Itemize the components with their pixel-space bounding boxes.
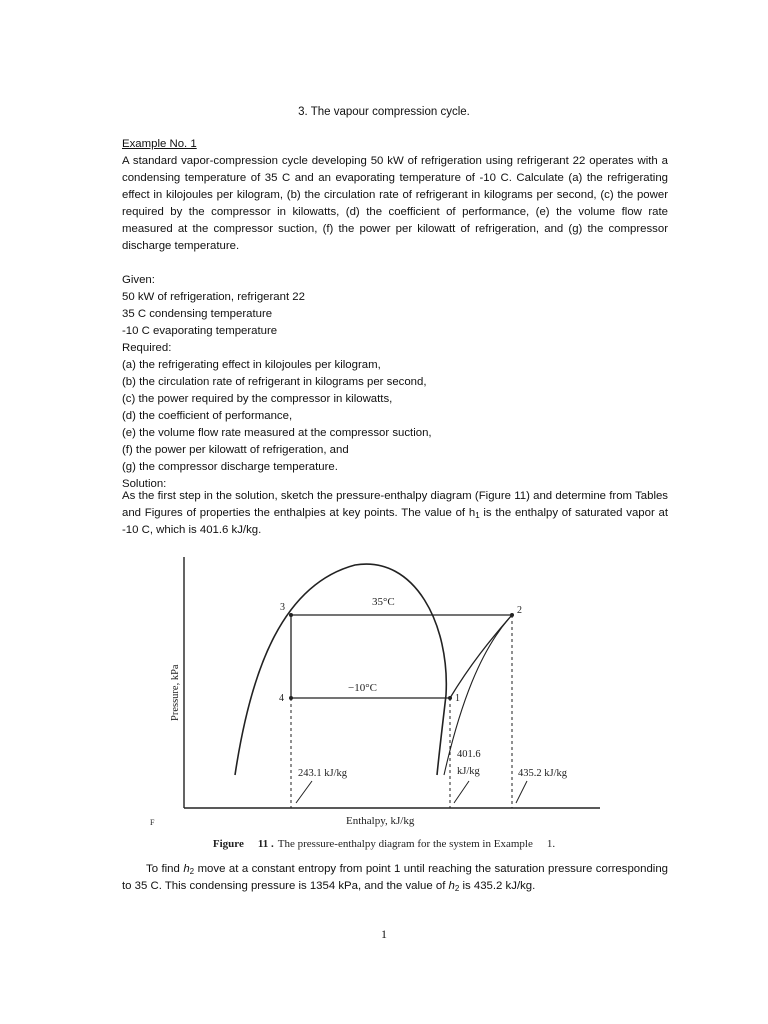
compression-line [450,615,512,698]
subscript: 2 [189,867,195,876]
required-item: (e) the volume flow rate measured at the compressor suction, [122,427,432,439]
y-axis-label: Pressure, kPa [170,664,181,721]
given-item: 35 C condensing temperature [122,308,273,320]
page-number: 1 [381,927,387,941]
example-heading: Example No. 1 [122,138,197,150]
point-2-label: 2 [517,605,522,616]
point-1-marker [448,696,452,700]
point-4-marker [289,696,293,700]
required-item: (c) the power required by the compressor in kilowatts, [122,393,393,405]
saturation-dome [235,564,446,775]
given-heading: Given: [122,274,155,286]
ph-diagram [150,545,610,835]
solution-paragraph-2 [122,861,668,895]
h3-leader [296,781,312,803]
point-3-label: 3 [280,602,285,613]
required-item: (b) the circulation rate of refrigerant in kilograms per second, [122,376,427,388]
caption-text: The pressure-enthalpy diagram for the system in Example [277,838,533,850]
solution-text: move at a constant entropy from point 1 until reaching the saturation pressure corresponding to 35 C. This condensing pressure is 1354 kPa, and the value of [122,863,668,892]
caption-figure-number: 11 . [257,838,274,850]
condensing-temperature-label: 35°C [372,596,395,608]
point-1-label: 1 [455,693,460,704]
h3-value-label: 243.1 kJ/kg [298,768,348,779]
solution-text: As the first step in the solution, sketch the pressure-enthalpy diagram (Figure 11) and determine from Tables and Figures of properties the enthalpies at key points. The value of h [122,490,668,519]
required-item: (d) the coefficient of performance, [122,410,293,422]
required-item: (f) the power per kilowatt of refrigeration, and [122,444,349,456]
evaporating-temperature-label: −10°C [348,682,377,694]
solution-paragraph-1 [122,488,668,539]
solution-text: To find [146,863,184,875]
required-item: (g) the compressor discharge temperature. [122,461,338,473]
point-2-marker [510,613,514,617]
pressure-enthalpy-figure [150,545,610,840]
figure-caption [0,838,768,850]
required-item: (a) the refrigerating effect in kilojoules per kilogram, [122,359,381,371]
h1-value-label: 401.6 [457,749,481,760]
given-section [122,272,668,493]
point-3-marker [289,613,293,617]
enthalpy-variable: h [183,863,190,875]
subscript: 1 [475,511,480,520]
caption-figure-word: Figure [212,838,244,850]
example-section [122,136,668,255]
stray-mark: F [150,818,155,827]
h1-unit-label: kJ/kg [457,766,480,777]
h1-leader [454,781,469,803]
solution-heading: Solution: [122,478,167,490]
h2-leader [516,781,527,803]
given-item: 50 kW of refrigeration, refrigerant 22 [122,291,305,303]
point-4-label: 4 [279,693,284,704]
subscript: 2 [454,884,460,893]
h2-value-label: 435.2 kJ/kg [518,768,568,779]
caption-example-number: 1. [546,838,556,850]
problem-statement: A standard vapor-compression cycle developing 50 kW of refrigeration using refrigerant 22 operates with a condensing temperature of 35 C and an evaporating temperature of -10 C. Calculate (a) the refrigerating effect in kilojoules per kilogram, (b) the circulation rate of refrigerant in kilograms per second, (c) the power required by the compressor in kilowatts, (d) the coefficient of performance, (e) the volume flow rate measured at the compressor suction, (f) the power per kilowatt of refrigeration, and (g) the compressor discharge temperature. [122,155,668,252]
required-heading: Required: [122,342,172,354]
enthalpy-variable: h [448,880,455,892]
solution-text: is 435.2 kJ/kg. [459,880,536,892]
x-axis-label: Enthalpy, kJ/kg [346,815,415,827]
given-item: -10 C evaporating temperature [122,325,278,337]
solution-text: is the enthalpy of saturated vapor at -10 C, which is 401.6 kJ/kg. [122,507,669,536]
section-title: 3. The vapour compression cycle. [298,106,470,118]
